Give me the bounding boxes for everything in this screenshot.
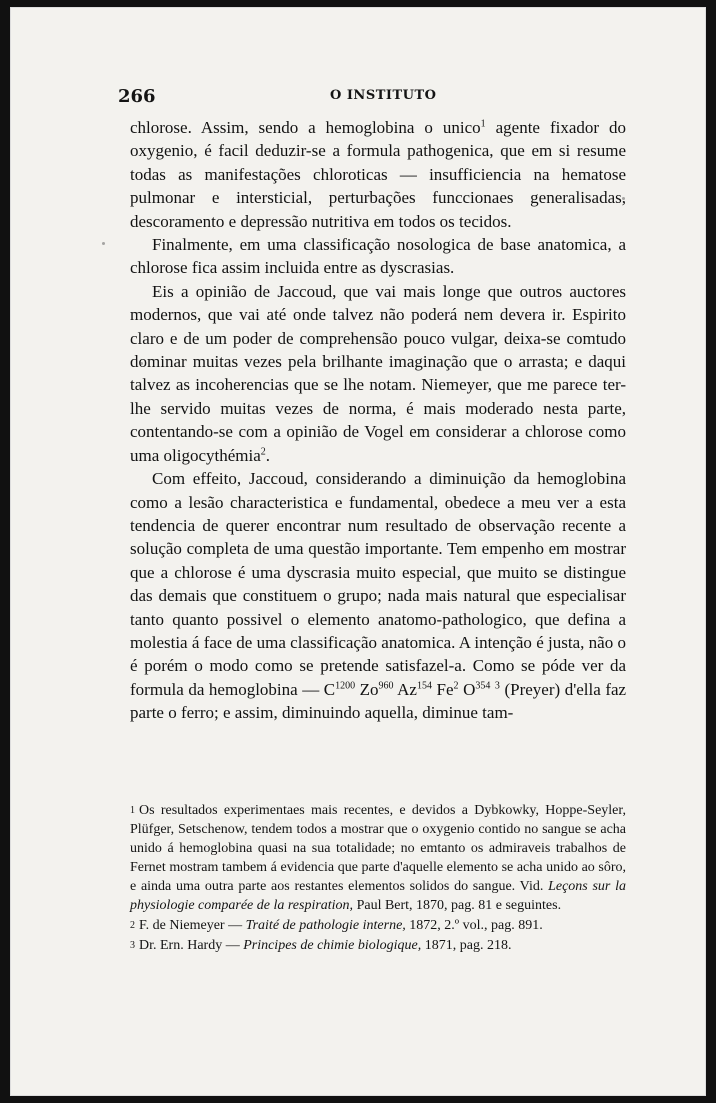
paragraph-4-text-a: Com effeito, Jaccoud, considerando a diminuição da hemoglobina como a lesão characteristica e fundamental, obedece a meu ver a esta tendencia de querer encontrar num resultado de observação recente a solução completa de uma questão importante. Tem empenho em mostrar que a chlorose é uma dyscrasia muito especial, que muito se distingue das demais que constituem o grupo; nada mais natural que especialisar tanto quanto possivel o elemento anatomo-pathologico, que defina a molestia á face de uma classificação anatomica. A intenção é justa, não o é porém o modo como se pretende satisfazel-a. Como se póde ver da formula da hemoglobina — — [130, 469, 626, 699]
paragraph-1-text-a: chlorose. Assim, sendo a hemoglobina o unico — [130, 118, 481, 137]
paper-speck — [622, 197, 625, 200]
footnote-ref-2: 2 — [260, 446, 266, 458]
hemoglobin-formula — [324, 680, 560, 699]
paragraph-2 — [130, 233, 626, 280]
footnote-1 — [130, 801, 626, 915]
book-page — [10, 7, 706, 1096]
page-header — [118, 86, 638, 112]
paragraph-2-text: Finalmente, em uma classificação nosologica de base anatomica, a chlorose fica assim incluida entre as dyscrasias. — [130, 235, 626, 278]
formula-c-count: 1200 — [335, 680, 356, 692]
formula-az: Az — [397, 679, 417, 699]
footnote-ref-3: 3 — [494, 680, 500, 692]
footnote-2-title: Traité de pathologie interne, — [245, 918, 406, 933]
paper-speck — [140, 362, 143, 365]
paragraph-1 — [130, 116, 626, 233]
page-number: 266 — [118, 86, 156, 107]
paragraph-1-text-b: agente fixador do oxygenio, é facil deduzir-se a formula pathogenica, que em si resume todas as manifestações chloroticas — insufficiencia na hematose pulmonar e intersticial, perturbações funccionaes generalisadas, descoramento e depressão nutritiva em todos os tecidos. — [130, 118, 627, 231]
footnotes — [130, 801, 626, 956]
footnote-1-title: Leçons sur la physiologie comparée de la respiration, — [130, 879, 626, 913]
footnote-1-mark: 1 — [130, 805, 135, 816]
footnote-1-text-b: Paul Bert, 1870, pag. 81 e seguintes. — [353, 898, 562, 913]
footnote-3 — [130, 936, 626, 955]
footnote-1-text-a: Os resultados experimentaes mais recentes, e devidos a Dybkowky, Hoppe-Seyler, Plüfger, Setschenow, tendem todos a mostrar que o oxygenio contido no sangue se acha unido á hemoglobina quasi na sua totalidade; no emtanto os admiraveis trabalhos de Fernet mostram tambem á evidencia que parte d'aquelle elemento se acha unido ao sôro, e ainda uma outra parte aos restantes elementos solidos do sangue. Vid. — [130, 803, 626, 894]
paragraph-4 — [130, 467, 626, 724]
formula-zo-count: 960 — [378, 680, 394, 692]
formula-c: C — [323, 679, 336, 699]
formula-zo: Zo — [359, 679, 379, 699]
paragraph-3-end: . — [265, 445, 271, 465]
paragraph-4-text-b: d'ella faz parte o ferro; e assim, diminuindo aquella, diminue tam- — [130, 679, 627, 723]
formula-az-count: 154 — [416, 680, 432, 692]
footnote-ref-1: 1 — [480, 118, 486, 130]
footnote-2-details: 1872, 2.º vol., pag. 891. — [405, 918, 543, 933]
formula-source: (Preyer) — [504, 679, 561, 699]
paper-speck — [102, 242, 105, 245]
paragraph-3 — [130, 280, 626, 467]
formula-o-count: 354 — [475, 680, 491, 692]
footnote-2-mark: 2 — [130, 920, 135, 931]
formula-o: O — [463, 679, 476, 699]
formula-fe: Fe — [436, 679, 454, 699]
paragraph-3-text: Eis a opinião de Jaccoud, que vai mais longe que outros auctores modernos, que vai até onde talvez não poderá nem devera ir. Espirito claro e de um poder de comprehensão pouco vulgar, deixa-se comtudo dominar muitas vezes pela brilhante imaginação que o arrasta; e daqui talvez as incoherencias que se lhe notam. Niemeyer, que me parece ter-lhe servido muitas vezes de norma, é mais moderado nesta parte, contentando-se com a opinião de Vogel em considerar a chlorose como uma oligocythémia — [130, 281, 626, 465]
footnote-3-title: Principes de chimie biologique, — [243, 938, 422, 953]
formula-fe-count: 2 — [453, 680, 459, 692]
footnote-3-details: 1871, pag. 218. — [421, 938, 512, 953]
footnote-2 — [130, 916, 626, 935]
body-text — [130, 116, 626, 725]
footnote-3-mark: 3 — [130, 940, 135, 951]
running-title: O INSTITUTO — [330, 88, 437, 103]
footnote-3-author: Dr. Ern. Hardy — — [139, 938, 244, 953]
footnote-2-author: F. de Niemeyer — — [139, 918, 246, 933]
